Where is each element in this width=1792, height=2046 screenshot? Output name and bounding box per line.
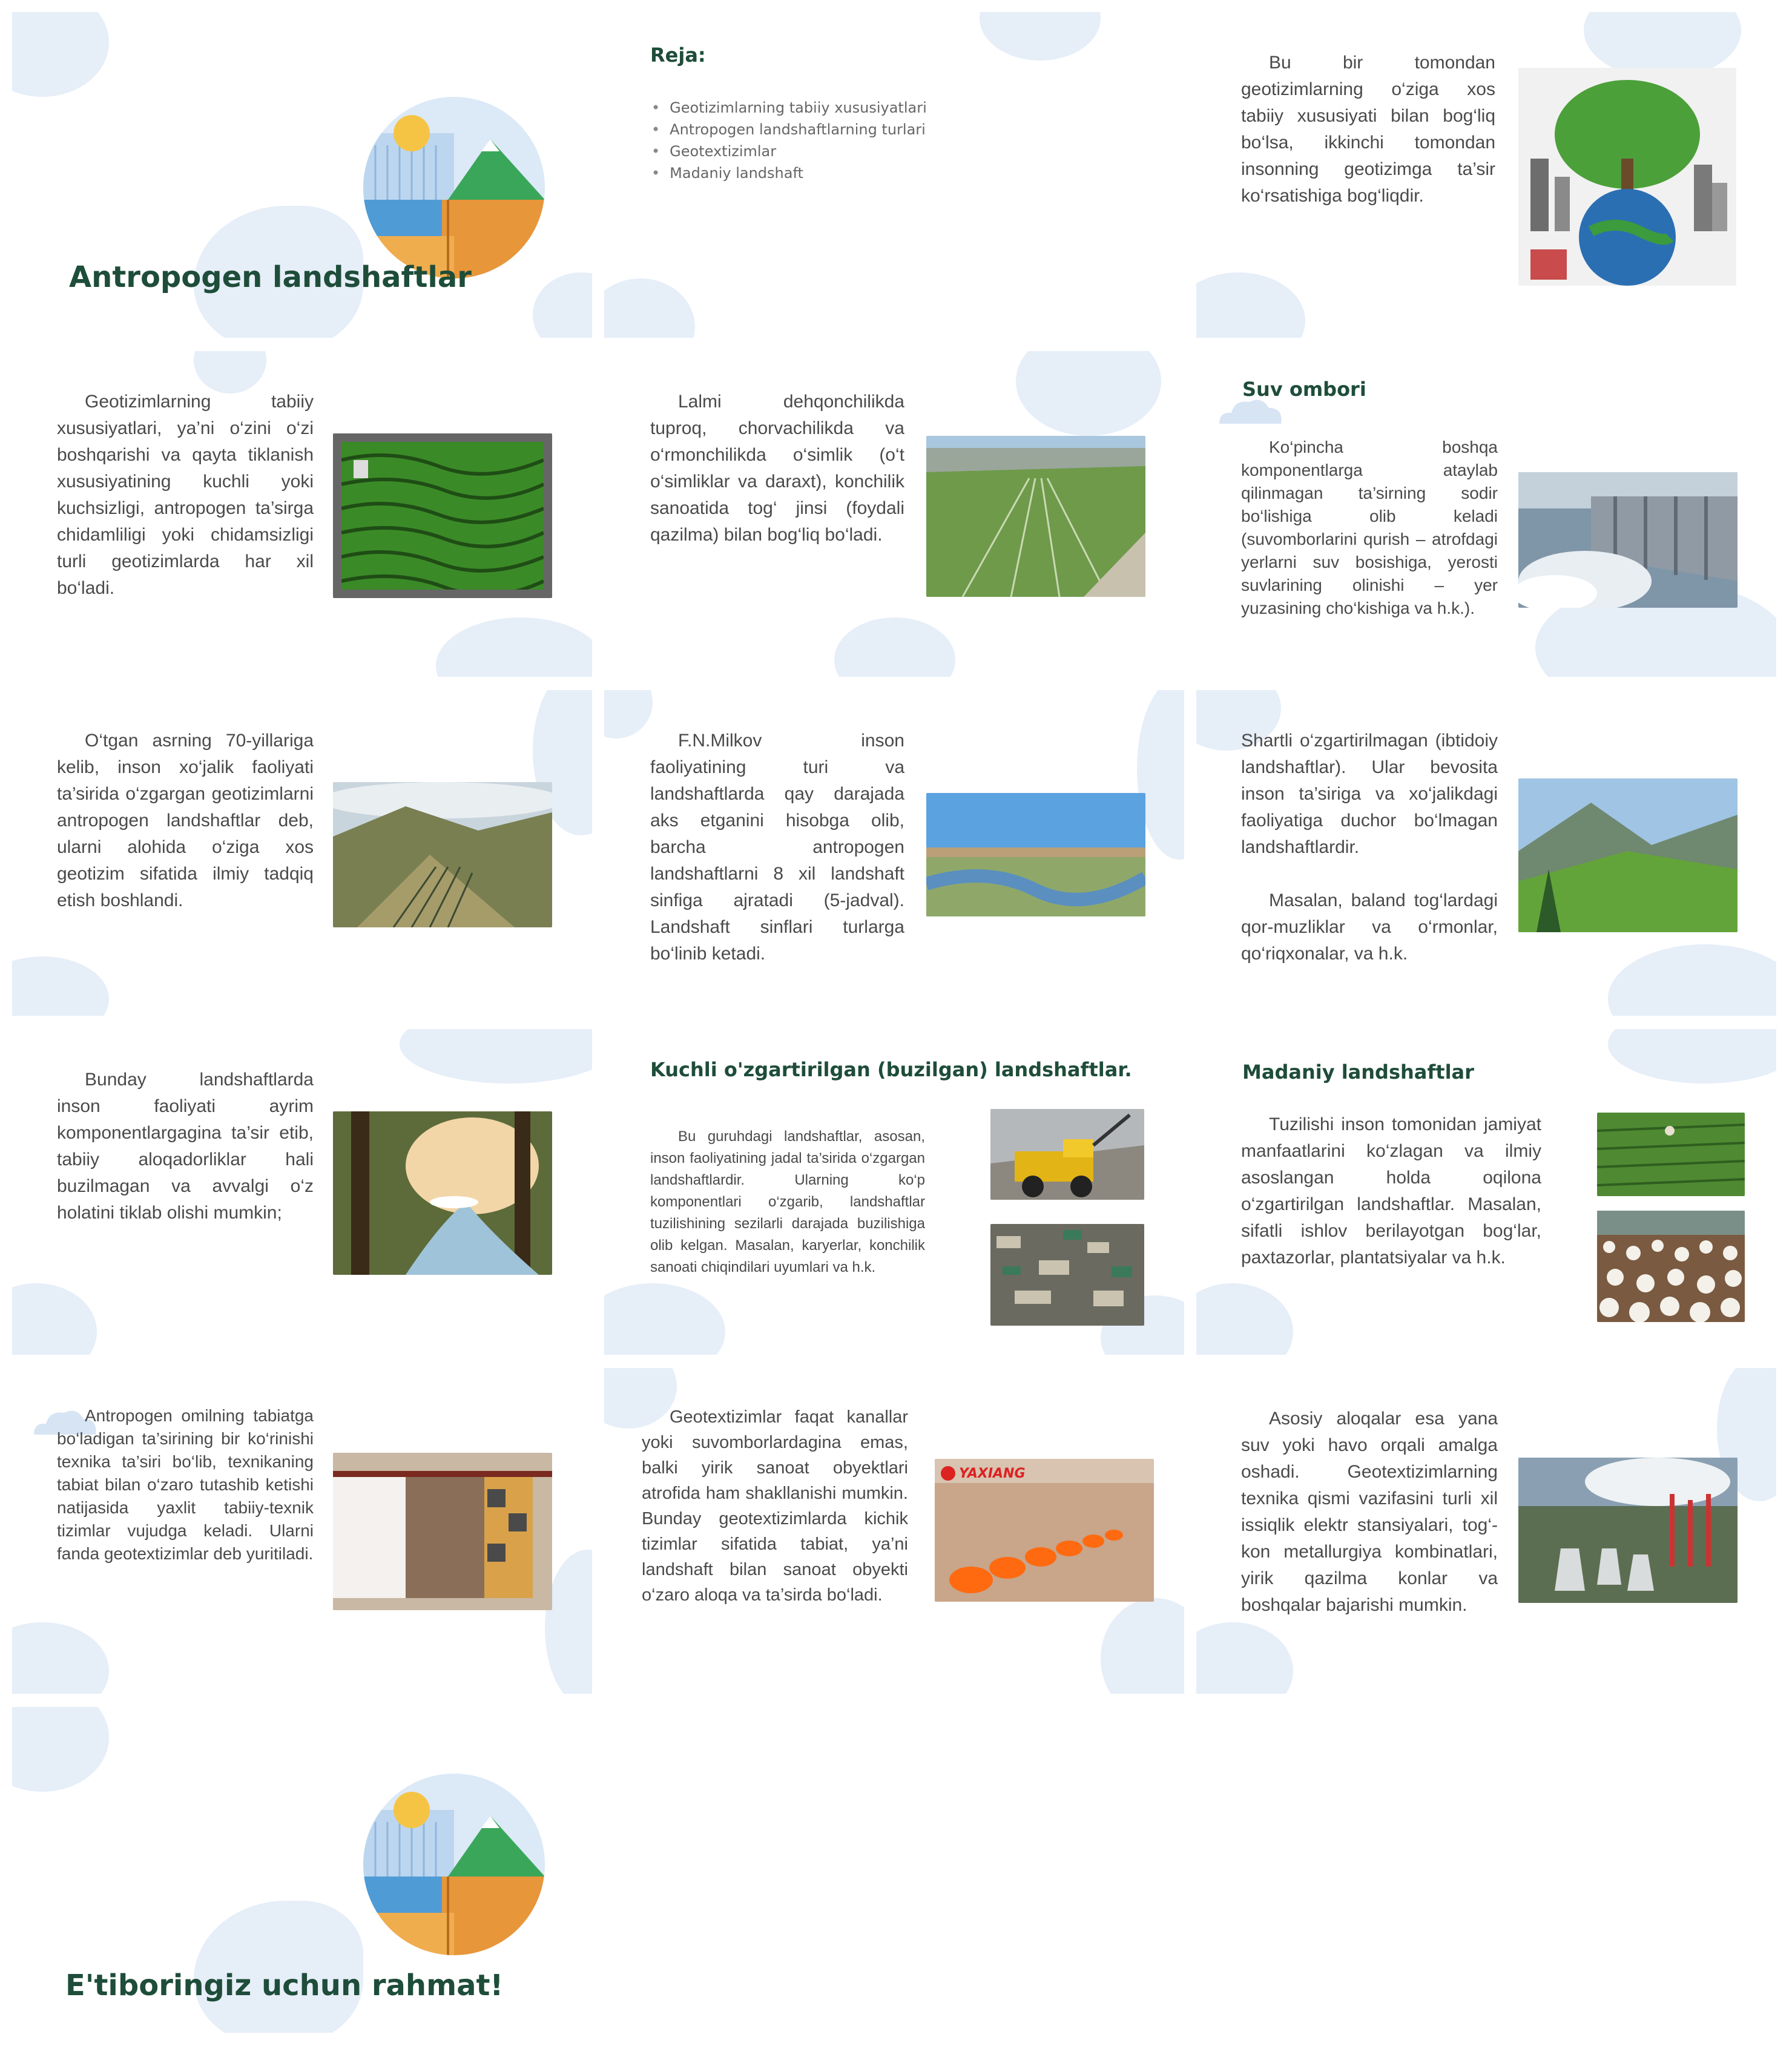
slide-power-plants xyxy=(1196,1368,1776,1694)
slide-plan xyxy=(604,12,1184,338)
slide-thanks xyxy=(12,1707,592,2033)
power-plants-text: Asosiy aloqalar esa yana suv yoki havo orqali amalga oshadi. Geotextizimlarning texnika qismi vazifasini turli xil issiqlik elektr stansiyalari, tog‘-kon metallurgiya kombinatlari, yirik qazilma konlar va boshqalar bajarishi mumkin. xyxy=(1241,1409,1498,1615)
slide-intro xyxy=(1196,12,1776,338)
plan-list xyxy=(651,97,927,184)
bg-blob xyxy=(834,617,955,677)
bg-blob xyxy=(1196,1283,1293,1355)
slide-title xyxy=(12,12,592,338)
bg-blob xyxy=(1016,351,1161,436)
disturbed-heading: Kuchli o'zgartirilgan (buzilgan) landshaftlar. xyxy=(650,1058,1132,1081)
mountain-meadow-photo xyxy=(1518,778,1738,932)
natural-properties-text: Geotizimlarning tabiiy xususiyatlari, ya’ni o‘zini o‘zi boshqarishi va qayta tiklanish xususiyatining kuchli yoki kuchsizligi, antropogen ta’sirga chidamliligi yoki chidamsizligi turli geotizimlarda har xil bo‘ladi. xyxy=(57,392,314,598)
floating-pipeline-photo xyxy=(935,1459,1154,1602)
slide-disturbed xyxy=(604,1029,1184,1355)
bg-blob xyxy=(1608,1029,1776,1084)
bg-blob xyxy=(1196,272,1305,338)
landscape-illustration-icon xyxy=(363,1774,545,1955)
bg-blob xyxy=(12,956,109,1016)
terraces-photo xyxy=(333,433,552,598)
list-item: • Antropogen landshaftlarning turlari xyxy=(651,119,927,140)
bg-blob xyxy=(194,351,266,393)
slide-partially-changed xyxy=(12,1029,592,1355)
dam-photo xyxy=(1518,472,1738,608)
bg-blob xyxy=(604,690,653,738)
milkov-text: F.N.Milkov inson faoliyatining turi va landshaftlarda qay darajada aks etganini hisobga olib, barcha antropogen landshaftlarni 8 xil landshaft sinfiga ajratadi (5-jadval). Landshaft sinflari turlarga bo‘linib ketadi. xyxy=(650,731,904,964)
power-plant-photo xyxy=(1518,1458,1738,1603)
list-item: • Madaniy landshaft xyxy=(651,162,927,184)
list-item: • Geotextizimlar xyxy=(651,140,927,162)
slide-cultural xyxy=(1196,1029,1776,1355)
seventies-text: O‘tgan asrning 70-yillariga kelib, inson xo‘jalik faoliyati ta’sirida o‘zgargan geotizimlarni antropogen landshaftlar deb, ularni alohida o‘ziga xos geotizim sifatida ilmiy tadqiq etish boshlandi. xyxy=(57,731,314,910)
geotech-industry-text: Geotextizimlar faqat kanallar yoki suvomborlardagina emas, balki yirik sanoat obyektlari atrofida ham shakllanishi mumkin. Bunday geotextizimlarda kichik tizimlar sifatida tabiat, ya’ni landshaft bilan sanoat obyekti o‘zaro aloqa va ta’sirda bo‘ladi. xyxy=(642,1407,908,1605)
bg-blob xyxy=(533,272,592,338)
bg-blob xyxy=(12,12,109,97)
bg-blob xyxy=(400,1029,592,1084)
soil-samples-photo xyxy=(333,1453,552,1610)
thanks-title: E'tiboringiz uchun rahmat! xyxy=(65,1969,504,2002)
slide-milkov xyxy=(604,690,1184,1016)
bg-blob xyxy=(1101,1598,1184,1694)
partially-changed-text: Bunday landshaftlarda inson faoliyati ayrim komponentlargagina ta’sir etib, tabiiy aloqadorliklar hali buzilmagan va avvalgi o‘z holatini tiklab olishi mumkin; xyxy=(57,1070,314,1223)
landscape-illustration-icon xyxy=(363,97,545,278)
slide-geotech-industry xyxy=(604,1368,1184,1694)
slide-agriculture xyxy=(604,351,1184,677)
bg-blob xyxy=(980,12,1101,61)
tree-globe-photo xyxy=(1518,68,1736,286)
bg-blob xyxy=(604,278,695,338)
bg-blob xyxy=(12,1622,109,1694)
tea-plantation-photo xyxy=(1597,1113,1745,1196)
cotton-field-photo xyxy=(1597,1211,1745,1322)
unchanged-text-2: Masalan, baland tog‘lardagi qor-muzliklar va o‘rmonlar, qo‘riqxonalar, va h.k. xyxy=(1241,890,1498,964)
bg-blob xyxy=(604,1283,725,1355)
cultural-heading: Madaniy landshaftlar xyxy=(1242,1061,1474,1084)
bg-blob xyxy=(12,1283,97,1355)
slide-reservoir xyxy=(1196,351,1776,677)
reservoir-text: Ko‘pincha boshqa komponentlarga ataylab qilinmagan ta’sirning sodir bo‘lishiga olib keladi (suvomborlarini qurish – atrofdagi yerlarni suv bosishiga, yerosti suvlarining olinishi – yer yuzasining cho‘kishiga va h.k.). xyxy=(1241,438,1498,617)
slide-natural-properties xyxy=(12,351,592,677)
slide-unchanged xyxy=(1196,690,1776,1016)
reservoir-heading: Suv ombori xyxy=(1242,378,1366,401)
garbage-dump-photo xyxy=(990,1224,1144,1326)
agriculture-text: Lalmi dehqonchilikda tuproq, chorvachilikda va o‘rmonchilikda o‘simlik (o‘t o‘simliklar va daraxt), konchilik sanoatida tog‘ jinsi (foydali qazilma) bilan bog‘liq bo‘ladi. xyxy=(650,392,904,545)
valley-fields-photo xyxy=(926,436,1145,597)
terraced-hills-photo xyxy=(333,782,552,927)
plan-heading: Reja: xyxy=(650,44,706,67)
bg-blob xyxy=(1608,944,1776,1016)
bg-blob xyxy=(194,1901,363,2033)
slide-geotech-intro xyxy=(12,1368,592,1694)
list-item: • Geotizimlarning tabiiy xususiyatlari xyxy=(651,97,927,119)
slide-seventies xyxy=(12,690,592,1016)
bg-blob xyxy=(12,1707,109,1792)
disturbed-text: Bu guruhdagi landshaftlar, asosan, inson faoliyatining jadal ta’sirida o‘zgargan landshaftlardir. Ularning ko‘p komponentlari o‘zgarib, landshaftlar tuzilishining sezilarli darajada buzilishiga olib kelgan. Masalan, karyerlar, konchilik sanoati chiqindilari uyumlari va h.k. xyxy=(650,1128,925,1275)
intro-text: Bu bir tomondan geotizimlarning o‘ziga xos tabiiy xususiyati bilan bog‘liq bo‘lsa, ikkinchi tomondan insonning geotizimga ta’sir ko‘rsatishiga bog‘liqdir. xyxy=(1241,53,1495,206)
bg-blob xyxy=(1196,1622,1293,1694)
unchanged-text-1: Shartli o‘zgartirilmagan (ibtidoiy landshaftlar). Ular bevosita inson ta’siriga va xo‘jalikdagi faoliyatiga duchor bo‘lmagan landshaftlardir. xyxy=(1241,731,1498,857)
presentation-title: Antropogen landshaftlar xyxy=(69,260,472,294)
geotech-intro-text: Antropogen omilning tabiatga bo‘ladigan ta’sirining bir ko‘rinishi texnika ta’siri bo‘lib, texnikaning tabiat bilan o‘zaro tutashib ketishi natijasida yaxlit tabiiy-texnik tizimlar vujudga keladi. Ularni fanda geotextizimlar deb yuritiladi. xyxy=(57,1406,314,1563)
river-plain-photo xyxy=(926,793,1145,916)
yaxiang-logo: YAXIANG xyxy=(959,1466,1026,1481)
mining-truck-photo xyxy=(990,1109,1144,1200)
bg-blob xyxy=(436,617,592,677)
forest-stream-painting xyxy=(333,1111,552,1275)
cultural-text: Tuzilishi inson tomonidan jamiyat manfaatlarini ko‘zlagan va ilmiy asoslangan holda oqilona o‘zgartirilgan landshaftlar. Masalan, sifatli ishlov berilayotgan bog‘lar, paxtazorlar, plantatsiyalar va h.k. xyxy=(1241,1114,1541,1268)
